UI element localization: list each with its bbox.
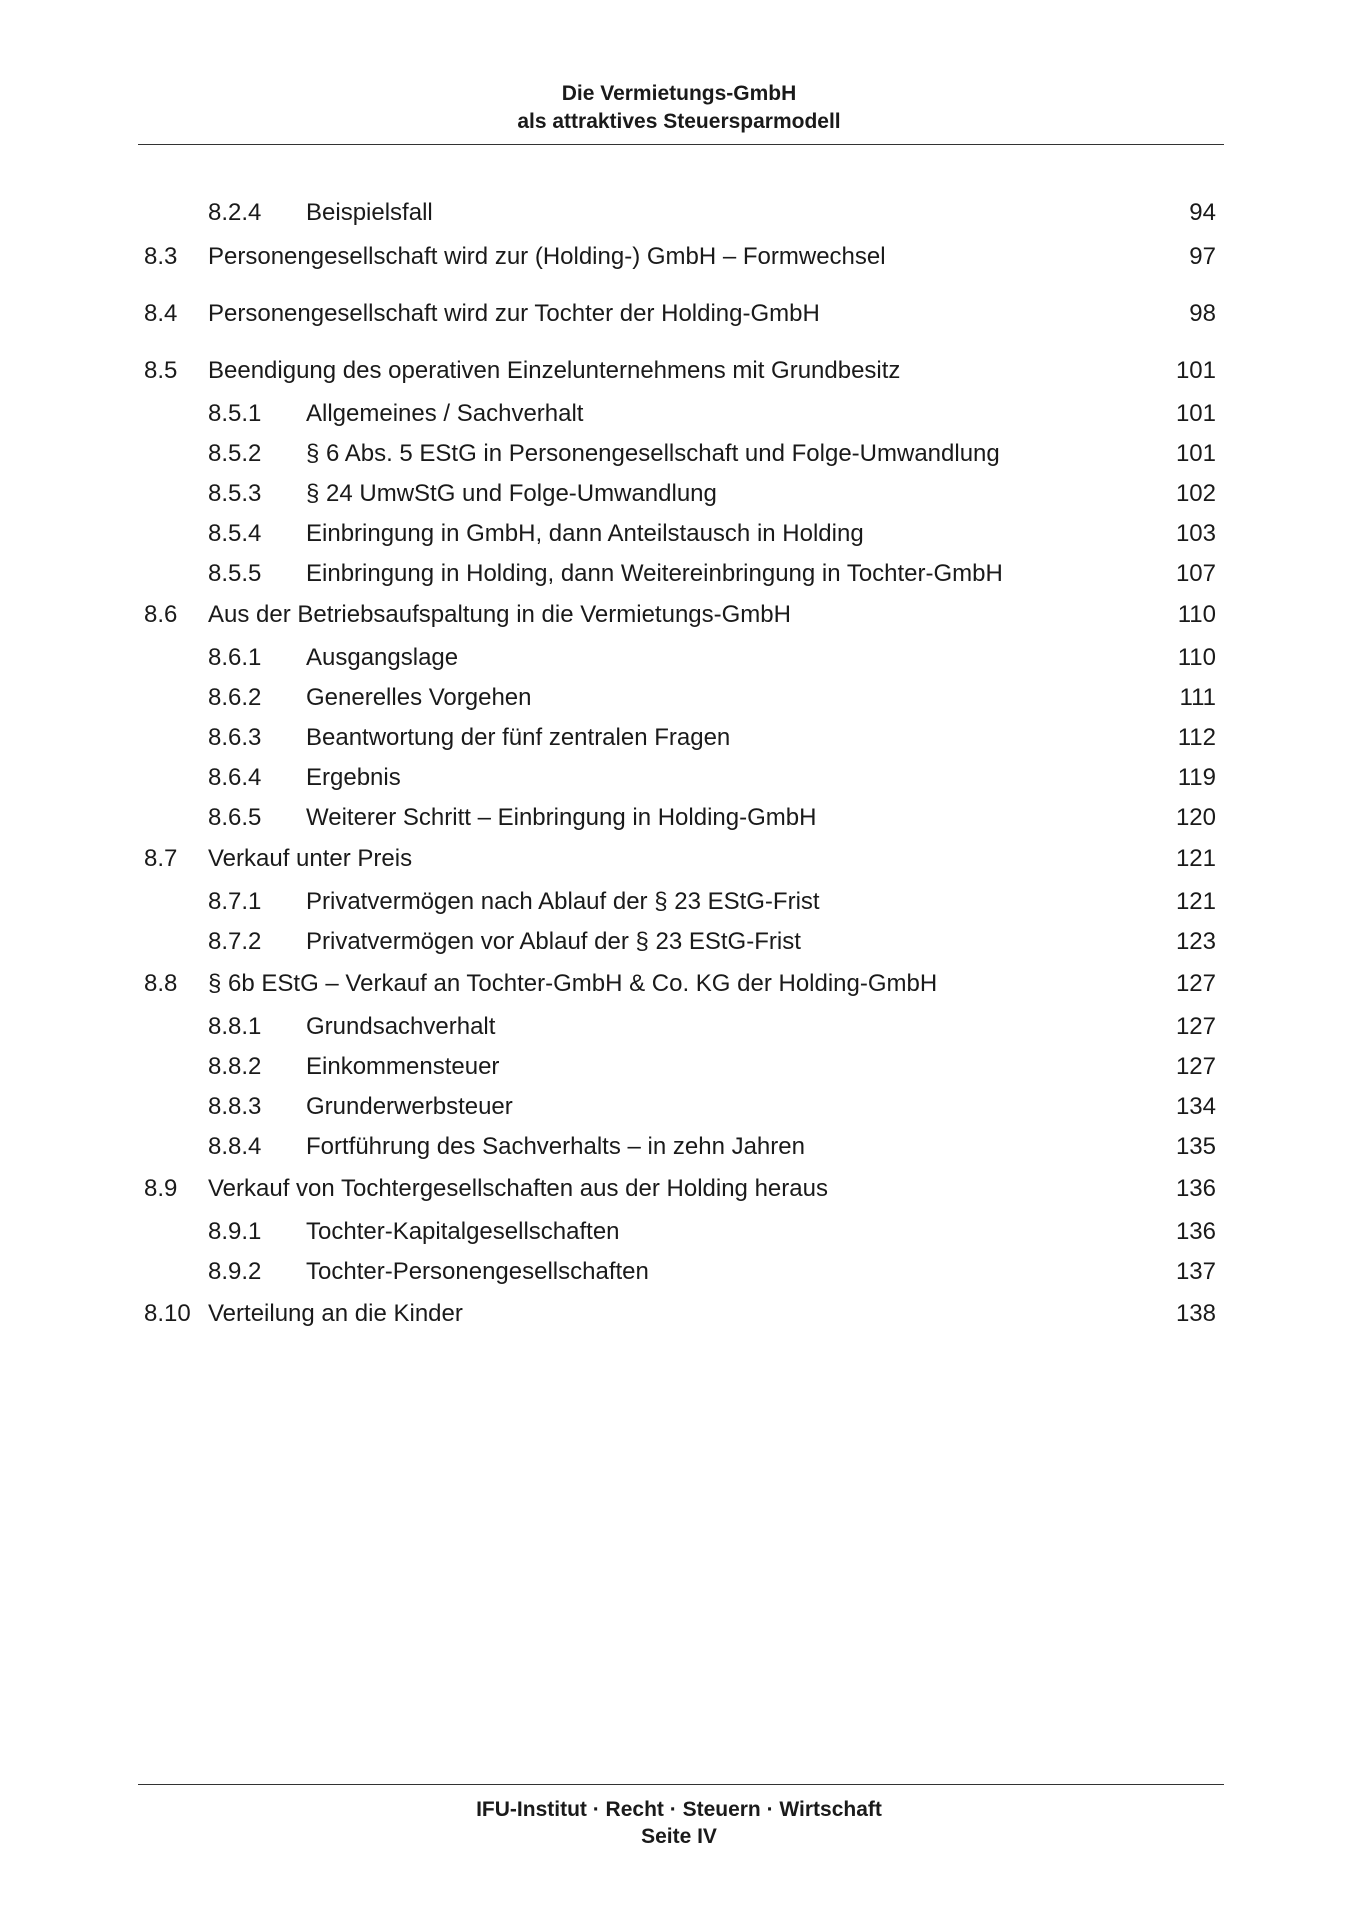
toc-entry-page: 112 xyxy=(1177,724,1216,751)
toc-entry xyxy=(0,761,1358,795)
toc-entry-page: 101 xyxy=(1175,400,1216,427)
toc-entry xyxy=(0,1172,1358,1206)
toc-entry-number: 8.9.2 xyxy=(208,1258,262,1285)
toc-entry-number: 8.6.2 xyxy=(208,684,262,711)
toc-entry xyxy=(0,842,1358,876)
toc-entry-title: Beendigung des operativen Einzelunternehmens mit Grundbesitz xyxy=(208,357,901,384)
toc-entry-number: 8.7.1 xyxy=(208,888,262,915)
toc-entry xyxy=(0,801,1358,835)
toc-entry xyxy=(0,1050,1358,1084)
toc-entry xyxy=(0,297,1358,331)
toc-entry-title: § 6b EStG – Verkauf an Tochter-GmbH & Co. KG der Holding-GmbH xyxy=(208,970,938,997)
toc-entry-page: 121 xyxy=(1175,845,1216,872)
toc-entry-page: 127 xyxy=(1175,970,1216,997)
toc-entry-title: Personengesellschaft wird zur Tochter der Holding-GmbH xyxy=(208,300,820,327)
toc-entry-title: Grunderwerbsteuer xyxy=(306,1093,513,1120)
toc-entry xyxy=(0,354,1358,388)
toc-entry-number: 8.6.4 xyxy=(208,764,262,791)
toc-entry xyxy=(0,1090,1358,1124)
toc-entry-title: Generelles Vorgehen xyxy=(306,684,532,711)
toc-entry xyxy=(0,477,1358,511)
toc-entry-page: 102 xyxy=(1175,480,1216,507)
toc-entry xyxy=(0,1297,1358,1331)
toc-entry-number: 8.8.2 xyxy=(208,1053,262,1080)
toc-entry-title: Ausgangslage xyxy=(306,644,459,671)
toc-entry-number: 8.5 xyxy=(144,357,178,384)
toc-entry xyxy=(0,1010,1358,1044)
toc-entry-title: Verkauf unter Preis xyxy=(208,845,413,872)
toc-entry xyxy=(0,557,1358,591)
toc-entry-title: Tochter-Personengesellschaften xyxy=(306,1258,649,1285)
toc-entry-title: Aus der Betriebsaufspaltung in die Vermietungs-GmbH xyxy=(208,601,791,628)
toc-entry-title: Allgemeines / Sachverhalt xyxy=(306,400,584,427)
header-title: Die Vermietungs-GmbH xyxy=(561,82,797,105)
toc-entry-number: 8.10 xyxy=(144,1300,191,1327)
toc-entry-page: 97 xyxy=(1189,243,1216,270)
toc-entry-page: 119 xyxy=(1177,764,1216,791)
toc-entry-page: 134 xyxy=(1175,1093,1216,1120)
toc-entry xyxy=(0,721,1358,755)
footer-divider xyxy=(138,1784,1224,1785)
toc-entry xyxy=(0,598,1358,632)
toc-entry-page: 101 xyxy=(1175,357,1216,384)
toc-entry-number: 8.5.4 xyxy=(208,520,262,547)
toc-entry-number: 8.9 xyxy=(144,1175,178,1202)
toc-entry-title: Personengesellschaft wird zur (Holding-) GmbH – Formwechsel xyxy=(208,243,886,270)
toc-entry xyxy=(0,681,1358,715)
toc-entry-page: 111 xyxy=(1179,684,1216,711)
toc-entry-page: 138 xyxy=(1175,1300,1216,1327)
header-subtitle: als attraktives Steuersparmodell xyxy=(517,110,841,133)
toc-entry xyxy=(0,517,1358,551)
toc-entry-page: 94 xyxy=(1189,199,1216,226)
toc-entry xyxy=(0,967,1358,1001)
toc-entry-number: 8.8.1 xyxy=(208,1013,262,1040)
toc-entry xyxy=(0,1255,1358,1289)
toc-entry-number: 8.6.3 xyxy=(208,724,262,751)
toc-entry-number: 8.5.2 xyxy=(208,440,262,467)
toc-entry-title: Beispielsfall xyxy=(306,199,433,226)
toc-entry xyxy=(0,641,1358,675)
toc-entry xyxy=(0,196,1358,230)
toc-entry-page: 121 xyxy=(1175,888,1216,915)
toc-entry-number: 8.6.1 xyxy=(208,644,262,671)
toc-entry-page: 127 xyxy=(1175,1053,1216,1080)
toc-entry-number: 8.9.1 xyxy=(208,1218,262,1245)
toc-entry-number: 8.6.5 xyxy=(208,804,262,831)
toc-entry-number: 8.3 xyxy=(144,243,178,270)
toc-entry-number: 8.5.3 xyxy=(208,480,262,507)
toc-entry xyxy=(0,925,1358,959)
toc-entry-number: 8.2.4 xyxy=(208,199,262,226)
toc-entry xyxy=(0,1130,1358,1164)
toc-entry-page: 103 xyxy=(1175,520,1216,547)
toc-entry-page: 120 xyxy=(1175,804,1216,831)
toc-entry-title: Grundsachverhalt xyxy=(306,1013,496,1040)
toc-entry-number: 8.6 xyxy=(144,601,178,628)
toc-entry-page: 137 xyxy=(1175,1258,1216,1285)
toc-entry-title: Verteilung an die Kinder xyxy=(208,1300,463,1327)
toc-entry-page: 101 xyxy=(1175,440,1216,467)
toc-entry-page: 110 xyxy=(1177,644,1216,671)
toc-entry-title: Einbringung in GmbH, dann Anteilstausch in Holding xyxy=(306,520,864,547)
toc-entry-page: 136 xyxy=(1175,1175,1216,1202)
toc-entry-title: Fortführung des Sachverhalts – in zehn Jahren xyxy=(306,1133,805,1160)
toc-entry-title: Weiterer Schritt – Einbringung in Holding-GmbH xyxy=(306,804,817,831)
toc-entry-page: 123 xyxy=(1175,928,1216,955)
toc-entry-number: 8.4 xyxy=(144,300,178,327)
toc-entry xyxy=(0,397,1358,431)
toc-entry-title: Beantwortung der fünf zentralen Fragen xyxy=(306,724,731,751)
toc-entry-number: 8.8 xyxy=(144,970,178,997)
toc-entry-title: Privatvermögen nach Ablauf der § 23 EStG-Frist xyxy=(306,888,820,915)
toc-entry-page: 107 xyxy=(1175,560,1216,587)
toc-entry-page: 110 xyxy=(1177,601,1216,628)
toc-entry-title: Ergebnis xyxy=(306,764,401,791)
toc-entry-number: 8.7.2 xyxy=(208,928,262,955)
toc-entry-title: § 24 UmwStG und Folge-Umwandlung xyxy=(306,480,717,507)
toc-entry-title: Einbringung in Holding, dann Weitereinbringung in Tochter-GmbH xyxy=(306,560,1003,587)
toc-entry-page: 127 xyxy=(1175,1013,1216,1040)
toc-entry-page: 136 xyxy=(1175,1218,1216,1245)
toc-entry xyxy=(0,1215,1358,1249)
toc-entry-number: 8.8.3 xyxy=(208,1093,262,1120)
toc-entry-title: Tochter-Kapitalgesellschaften xyxy=(306,1218,620,1245)
toc-entry xyxy=(0,437,1358,471)
toc-entry xyxy=(0,885,1358,919)
toc-entry-number: 8.5.1 xyxy=(208,400,262,427)
toc-entry-title: § 6 Abs. 5 EStG in Personengesellschaft und Folge-Umwandlung xyxy=(306,440,1000,467)
toc-entry-number: 8.5.5 xyxy=(208,560,262,587)
toc-entry-page: 98 xyxy=(1189,300,1216,327)
toc-entry-title: Einkommensteuer xyxy=(306,1053,500,1080)
footer-publisher: IFU-Institut · Recht · Steuern · Wirtschaft xyxy=(476,1798,882,1821)
toc-entry-number: 8.7 xyxy=(144,845,178,872)
toc-entry-title: Privatvermögen vor Ablauf der § 23 EStG-Frist xyxy=(306,928,801,955)
toc-entry xyxy=(0,240,1358,274)
toc-entry-title: Verkauf von Tochtergesellschaften aus der Holding heraus xyxy=(208,1175,828,1202)
page-footer xyxy=(0,1796,1358,1850)
toc-entry-page: 135 xyxy=(1175,1133,1216,1160)
toc-entry-number: 8.8.4 xyxy=(208,1133,262,1160)
footer-page-number: Seite IV xyxy=(641,1825,717,1848)
